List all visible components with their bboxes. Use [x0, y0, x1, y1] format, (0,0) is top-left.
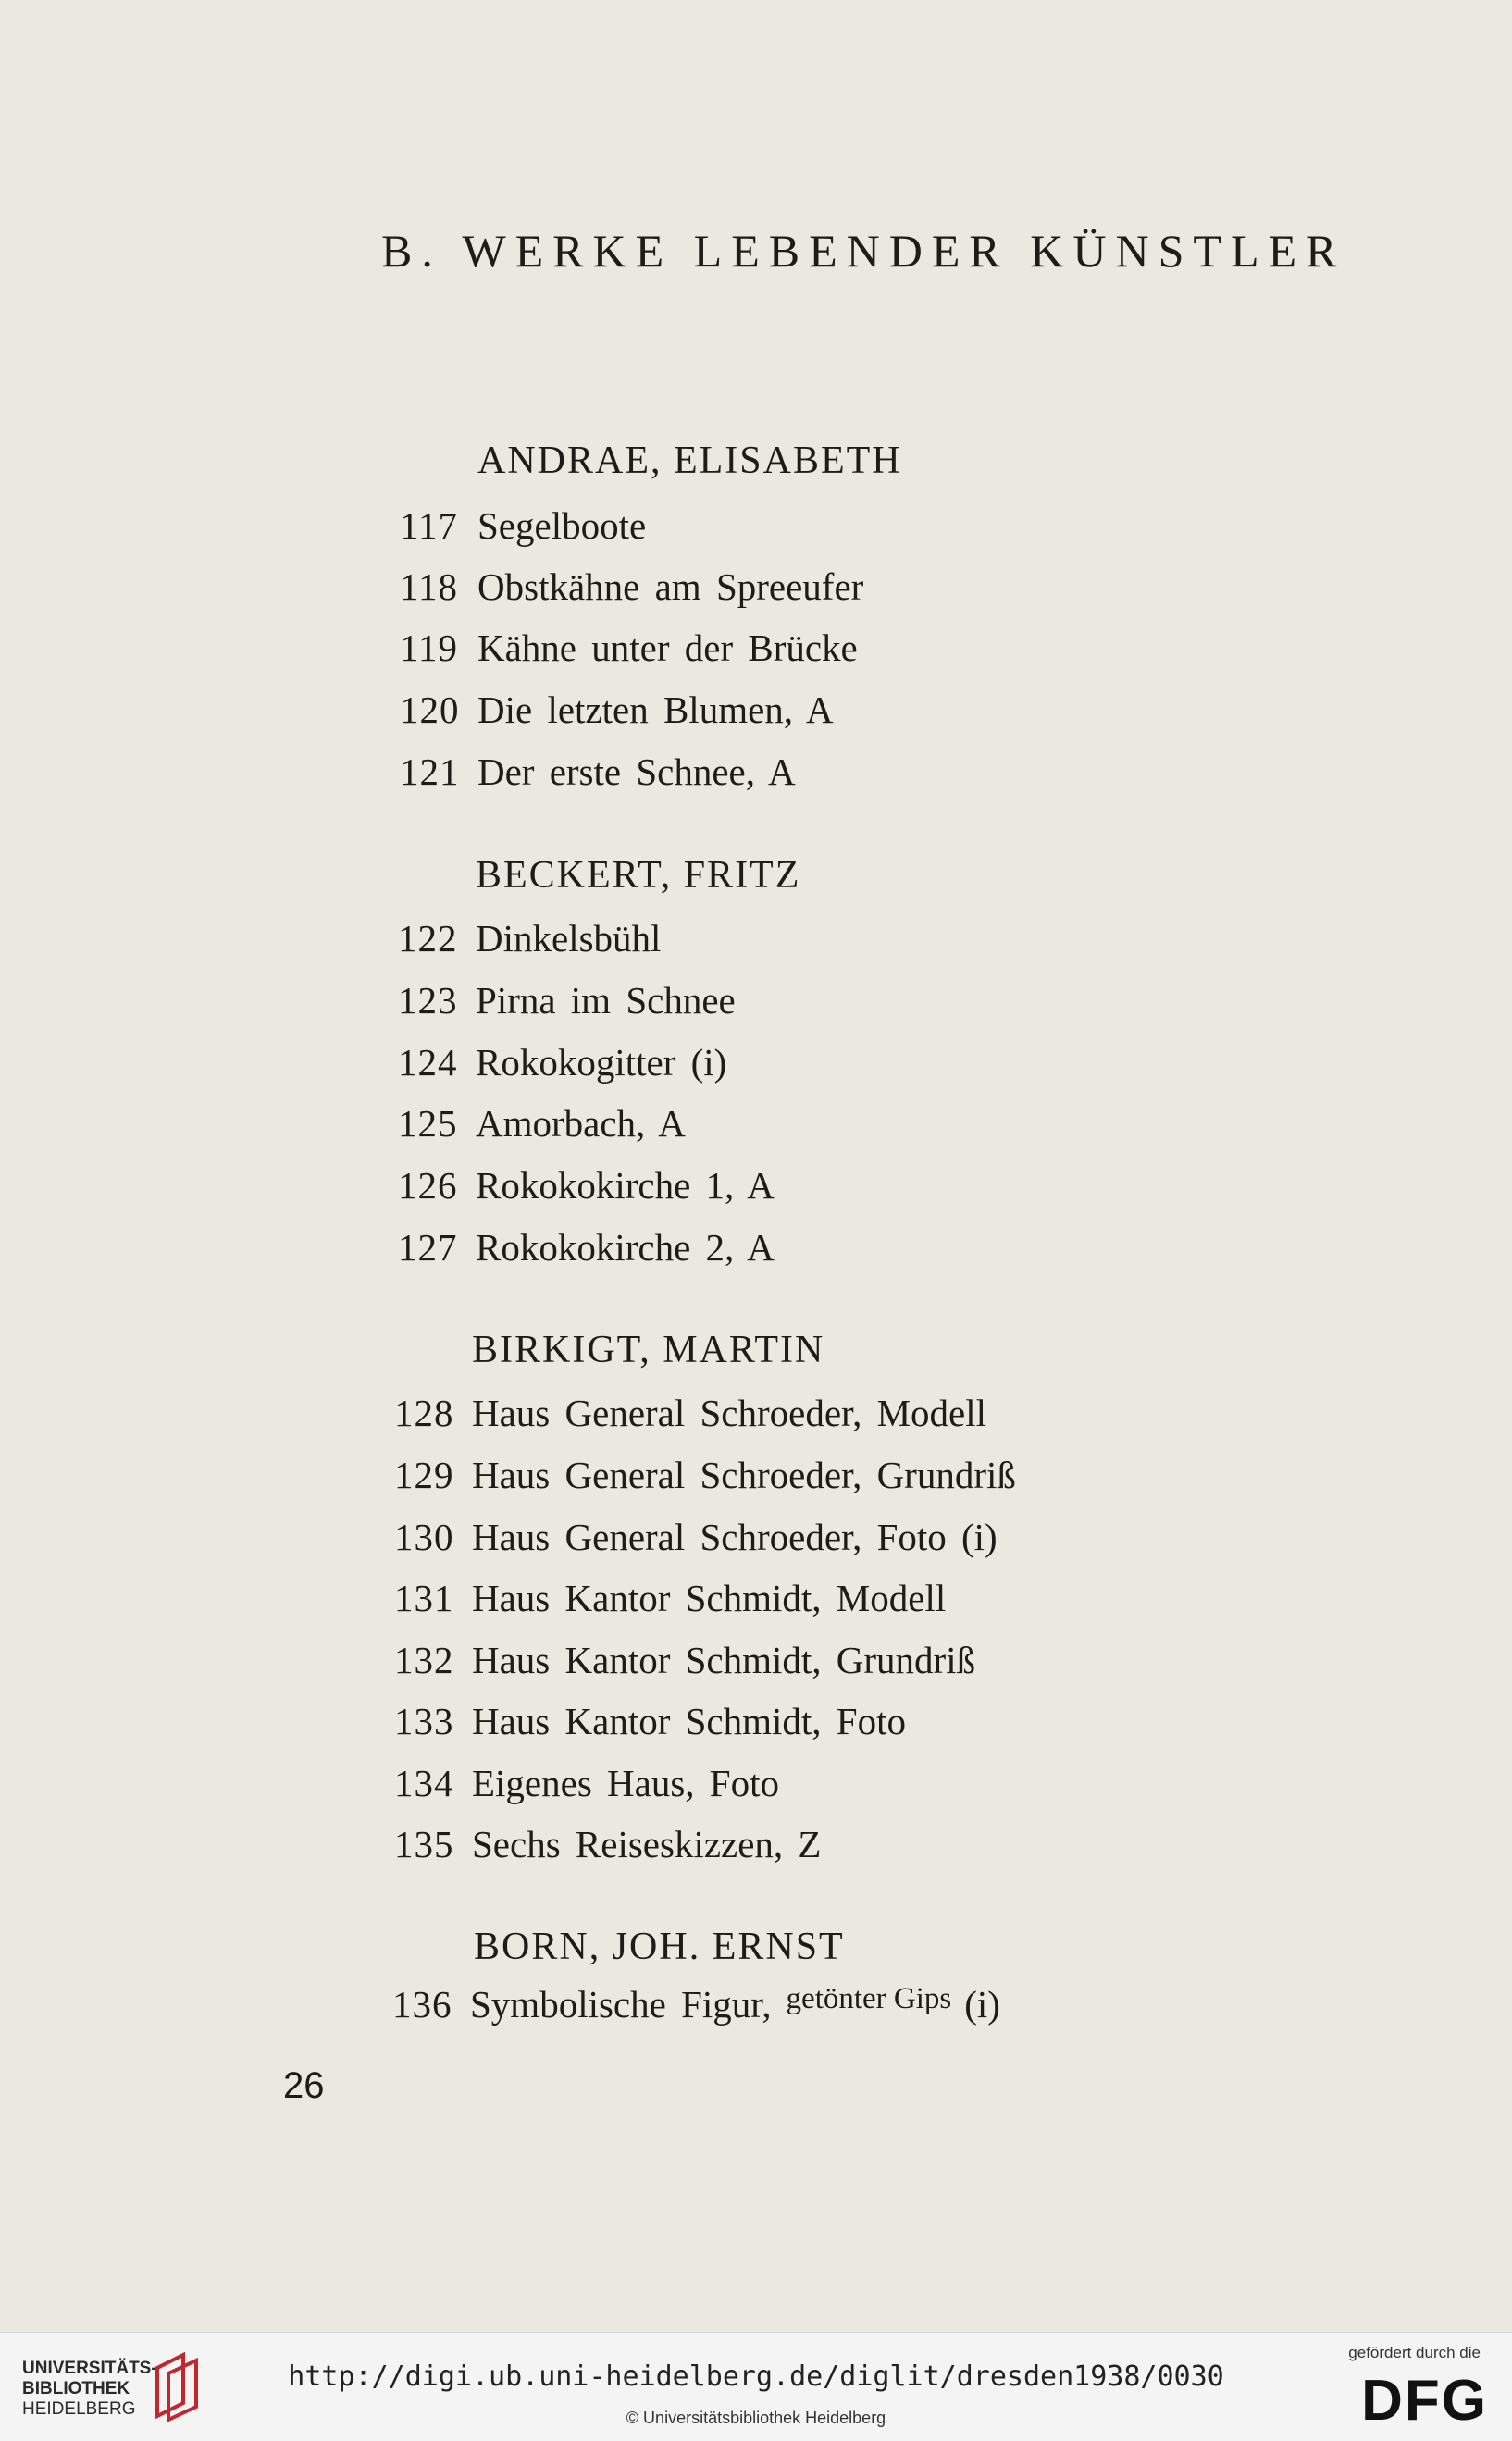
entry-title: Dinkelsbühl	[476, 917, 662, 960]
library-line-1: UNIVERSITÄTS-	[22, 2359, 157, 2378]
entry-title: Haus General Schroeder, Grundriß	[472, 1454, 1016, 1496]
entry-title: Haus General Schroeder, Foto (i)	[472, 1516, 998, 1558]
entry-number: 127	[398, 1226, 458, 1269]
catalog-entry	[394, 1391, 986, 1435]
entry-number: 130	[394, 1516, 454, 1558]
artist-name: BECKERT, FRITZ	[476, 854, 801, 897]
catalog-entry	[398, 916, 661, 960]
dfg-caption: gefördert durch die	[1348, 2344, 1481, 2361]
entry-number: 117	[400, 504, 458, 547]
footer-bar	[0, 2332, 1512, 2441]
artist-name: ANDRAE, ELISABETH	[477, 440, 902, 482]
entry-number: 129	[394, 1454, 454, 1496]
entry-title: Eigenes Haus, Foto	[472, 1762, 779, 1804]
catalog-entry	[394, 1761, 779, 1805]
entry-number: 134	[394, 1762, 454, 1804]
entry-number: 121	[400, 750, 460, 793]
copyright-notice: © Universitätsbibliothek Heidelberg	[626, 2409, 886, 2427]
entry-title: Obstkähne am Spreeufer	[477, 565, 864, 608]
entry-number: 126	[398, 1164, 458, 1207]
catalog-entry	[400, 503, 646, 548]
catalog-entry	[394, 1576, 946, 1620]
catalog-entry	[398, 1225, 775, 1270]
library-line-3: HEIDELBERG	[22, 2399, 136, 2419]
entry-title: Amorbach, A	[476, 1102, 686, 1145]
catalog-entry	[398, 1040, 726, 1084]
entry-note: (i)	[964, 1983, 1000, 2026]
entry-number: 125	[398, 1102, 458, 1145]
library-line-2: BIBLIOTHEK	[22, 2379, 130, 2398]
entry-number: 131	[394, 1577, 454, 1619]
page-number: 26	[283, 2065, 325, 2106]
entry-number: 132	[394, 1639, 454, 1681]
entry-title: Die letzten Blumen, A	[477, 688, 834, 731]
catalog-entry	[394, 1699, 906, 1743]
entry-number: 136	[392, 1983, 452, 2026]
document-url-link[interactable]: http://digi.ub.uni-heidelberg.de/diglit/dresden1938/0030	[288, 2360, 1224, 2393]
section-title: B. WERKE LEBENDER KÜNSTLER	[381, 225, 1346, 277]
entry-number: 123	[398, 979, 458, 1022]
entry-number: 128	[394, 1392, 454, 1434]
entry-title: Haus Kantor Schmidt, Modell	[472, 1577, 947, 1619]
entry-title: Rokokokirche 2, A	[476, 1226, 775, 1269]
entry-title: Der erste Schnee, A	[477, 750, 796, 793]
catalog-entry	[400, 688, 834, 732]
catalog-entry	[392, 1982, 1000, 2026]
entry-number: 133	[394, 1700, 454, 1742]
catalog-entry	[398, 1163, 775, 1208]
artist-name: BIRKIGT, MARTIN	[472, 1329, 825, 1371]
entry-title: Pirna im Schnee	[476, 979, 736, 1022]
entry-title: Haus Kantor Schmidt, Grundriß	[472, 1639, 976, 1681]
entry-number: 122	[398, 917, 458, 960]
entry-title: Sechs Reiseskizzen, Z	[472, 1823, 822, 1865]
entry-number: 118	[400, 565, 458, 608]
catalog-entry	[400, 626, 858, 670]
entry-number: 119	[400, 626, 458, 669]
catalog-entry	[400, 750, 796, 794]
catalog-entry	[394, 1515, 998, 1559]
entry-number: 135	[394, 1823, 454, 1865]
entry-title: Rokokogitter (i)	[476, 1041, 727, 1084]
catalog-entry	[398, 1101, 686, 1146]
catalog-entry	[400, 564, 863, 609]
catalog-entry	[394, 1638, 975, 1682]
entry-title: Haus Kantor Schmidt, Foto	[472, 1700, 906, 1742]
artist-name: BORN, JOH. ERNST	[474, 1926, 845, 1968]
entry-title: Kähne unter der Brücke	[477, 626, 858, 669]
dfg-logo: DFG	[1361, 2369, 1488, 2433]
entry-title: Rokokokirche 1, A	[476, 1164, 775, 1207]
entry-number: 120	[400, 688, 460, 731]
entry-title: Symbolische Figur,	[470, 1983, 772, 2026]
entry-material: getönter Gips	[786, 1982, 952, 2015]
catalog-entry	[394, 1822, 821, 1866]
catalog-entry	[398, 978, 736, 1022]
entry-title: Haus General Schroeder, Modell	[472, 1392, 987, 1434]
entry-title: Segelboote	[477, 504, 647, 547]
catalog-entry	[394, 1453, 1016, 1497]
entry-number: 124	[398, 1041, 458, 1084]
